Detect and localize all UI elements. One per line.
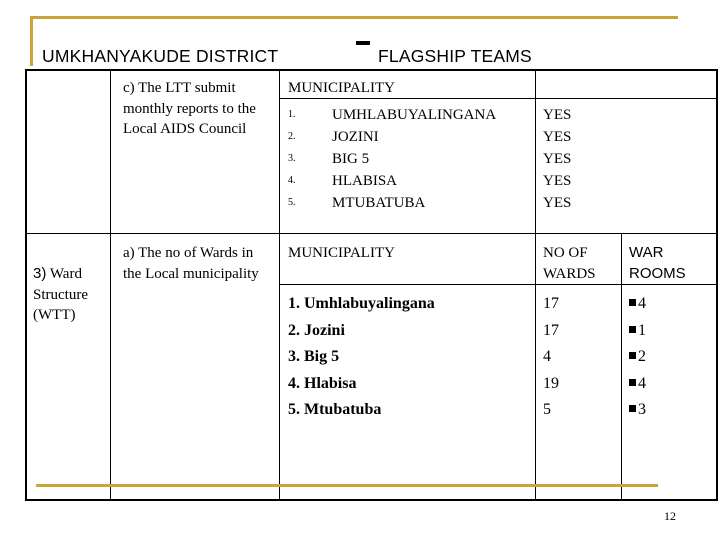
- row2-wards-list: [543, 291, 559, 424]
- title-dash: [356, 41, 370, 45]
- square-bullet-icon: [629, 299, 636, 306]
- wards-value: 17: [543, 295, 559, 312]
- wards-value: 17: [543, 321, 559, 339]
- square-bullet-icon: [629, 326, 636, 333]
- row1-municipality-header: MUNICIPALITY: [288, 80, 395, 96]
- row2-war-rooms-header: WAR ROOMS: [629, 244, 686, 282]
- status-value: YES: [543, 195, 572, 211]
- row-divider: [27, 233, 718, 234]
- row2-description: a) The no of Wards in the Local municipality: [123, 245, 259, 282]
- slide-title-district: UMKHANYAKUDE DISTRICT: [42, 46, 279, 66]
- row2-municipality-list: [288, 291, 435, 424]
- war-rooms-value: 3: [629, 397, 646, 424]
- status-value: YES: [543, 129, 572, 145]
- list-item: 4. Hlabisa: [288, 374, 357, 392]
- row2-war-rooms-list: [629, 291, 646, 424]
- status-value: YES: [543, 107, 572, 123]
- wards-value: 19: [543, 374, 559, 392]
- war-rooms-value: 4: [629, 291, 646, 318]
- list-item: 5. Mtubatuba: [288, 401, 382, 418]
- wards-value: 4: [543, 348, 551, 365]
- page-number: 12: [664, 509, 676, 523]
- flagship-teams-table: c) The LTT submit monthly reports to the Local AIDS Council MUNICIPALITY 1. UMHLABUYALINGANA 2. JOZINI 3. BIG 5 4. HLABISA 5. MTUBATUBA YES YES YES YES YES 3) Ward Structure (WTT) a) The no of Wards in the Local municipality MUNICIPALITY NO OF WARDS WAR ROOMS 1. Umhlabuyalingana 2. Jozini 3. Big 5 4. Hlabisa 5. Mtubatuba 17 17 4 19 5 4 1 2 4 3: [25, 69, 718, 501]
- list-item: 3. Big 5: [288, 348, 340, 365]
- square-bullet-icon: [629, 352, 636, 359]
- status-value: YES: [543, 173, 572, 189]
- slide-title-teams: FLAGSHIP TEAMS: [378, 46, 532, 66]
- row1-description: c) The LTT submit monthly reports to the Local AIDS Council: [123, 80, 256, 137]
- row2-wards-header: NO OF WARDS: [543, 245, 596, 282]
- section-label-ward-structure: 3) Ward Structure (WTT): [33, 265, 88, 323]
- list-item: 2. Jozini: [288, 321, 345, 339]
- gold-accent-top-line: [30, 16, 678, 19]
- gold-accent-bottom-line: [36, 484, 658, 487]
- row1-status-list: [543, 104, 571, 214]
- square-bullet-icon: [629, 405, 636, 412]
- row2-header-divider: [279, 284, 718, 285]
- col-divider-3: [535, 71, 536, 501]
- war-rooms-value: 2: [629, 344, 646, 371]
- status-value: YES: [543, 151, 572, 167]
- row2-municipality-header: MUNICIPALITY: [288, 245, 395, 261]
- col-divider-4: [621, 233, 622, 501]
- col-divider-1: [110, 71, 111, 501]
- list-item: 1. Umhlabuyalingana: [288, 295, 435, 312]
- square-bullet-icon: [629, 379, 636, 386]
- war-rooms-value: 4: [629, 371, 646, 398]
- war-rooms-value: 1: [629, 318, 646, 345]
- col-divider-2: [279, 71, 280, 501]
- gold-accent-left-line: [30, 16, 33, 66]
- wards-value: 5: [543, 401, 551, 418]
